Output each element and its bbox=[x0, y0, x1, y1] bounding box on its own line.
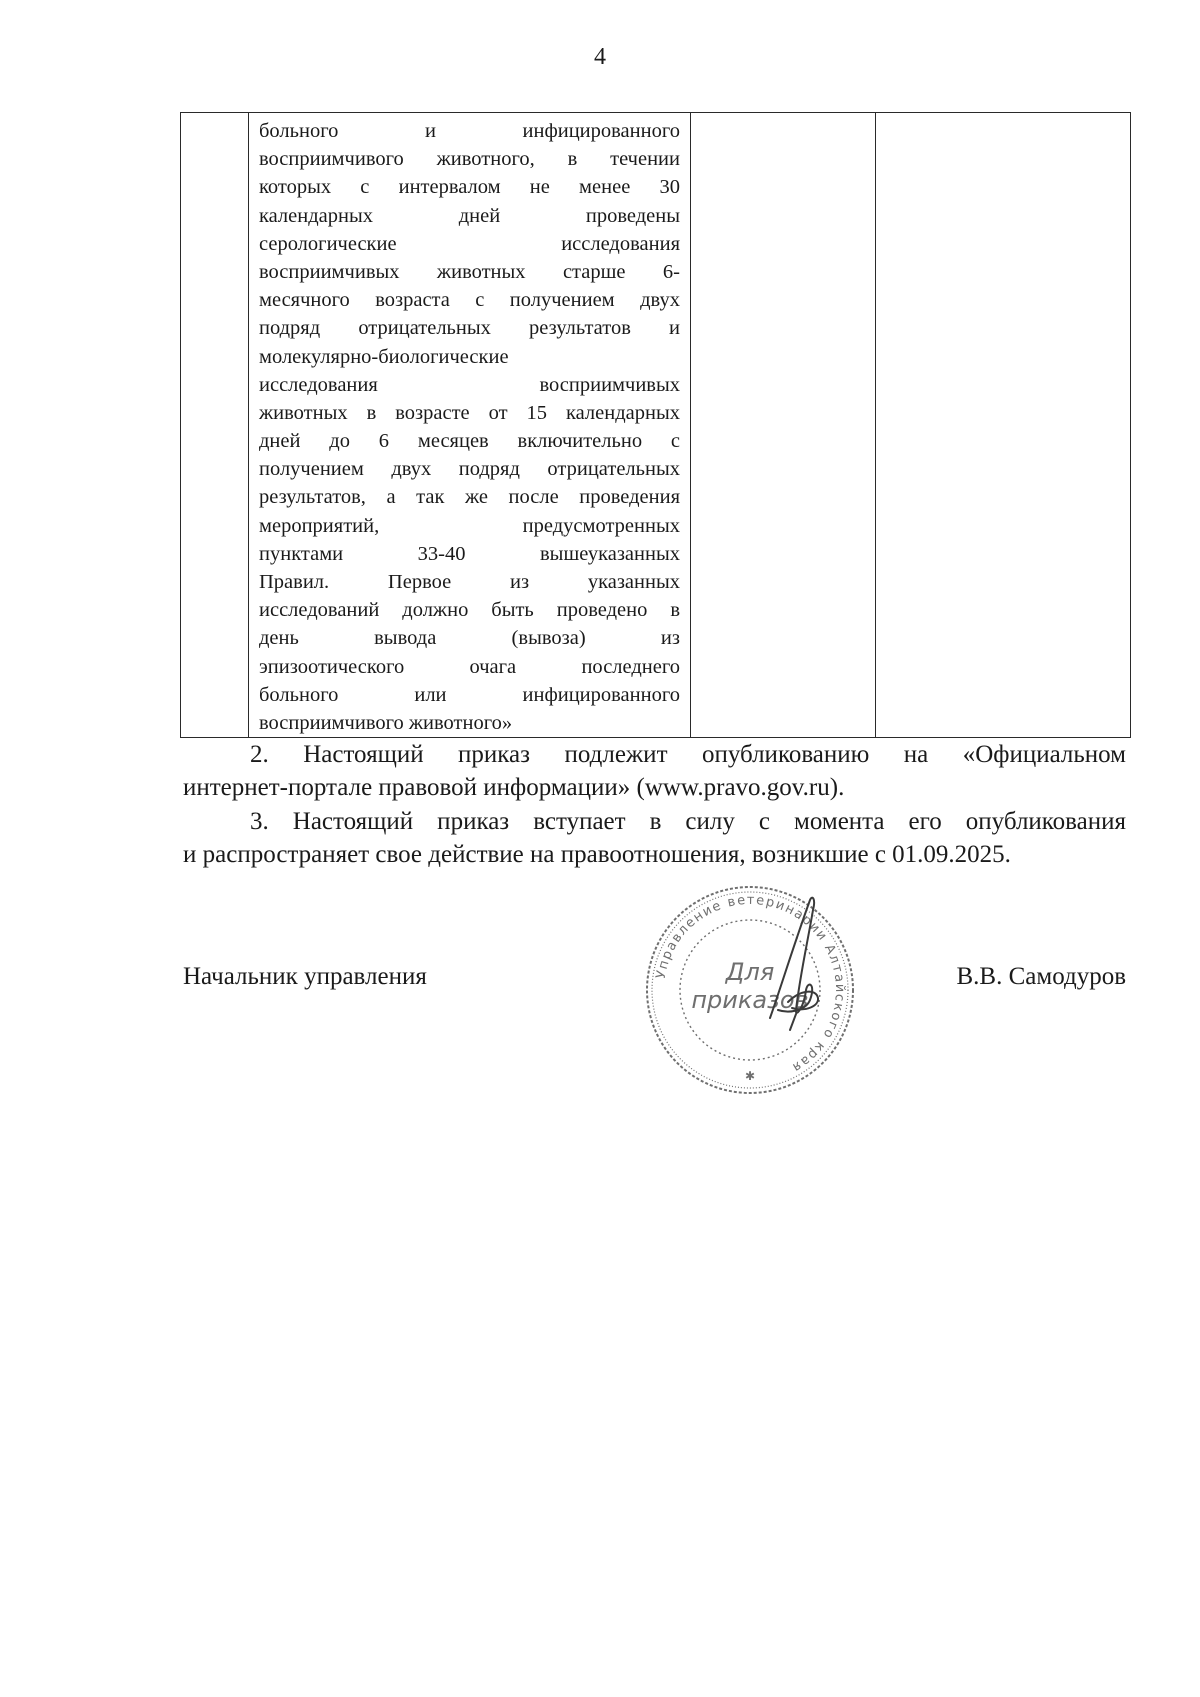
cell-line: пунктами 33-40 вышеуказанных bbox=[259, 542, 680, 565]
continuation-table bbox=[180, 112, 1131, 738]
cell-line: исследований должно быть проведено в bbox=[259, 599, 680, 622]
cell-line: получением двух подряд отрицательных bbox=[259, 458, 680, 481]
stamp-ring-text: Управление ветеринарии Алтайского края bbox=[653, 892, 848, 1076]
cell-line: эпизоотического очага последнего bbox=[259, 655, 680, 678]
stamp-star-icon: ✱ bbox=[744, 1069, 756, 1083]
cell-line: больного и инфицированного bbox=[259, 120, 680, 142]
paragraph-line: 2. Настоящий приказ подлежит опубликованию на «Официальном bbox=[250, 741, 1126, 768]
cell-line: результатов, а так же после проведения bbox=[259, 486, 680, 509]
cell-line: календарных дней проведены bbox=[259, 204, 680, 227]
signatory-name: В.В. Самодуров bbox=[956, 963, 1126, 990]
cell-line: подряд отрицательных результатов и bbox=[259, 317, 680, 340]
cell-line: восприимчивого животного, в течении bbox=[259, 148, 680, 171]
cell-line: серологические исследования bbox=[259, 232, 680, 255]
table-cell-text bbox=[249, 113, 691, 738]
cell-line: Правил. Первое из указанных bbox=[259, 571, 680, 593]
cell-line: молекулярно-биологические bbox=[259, 345, 509, 368]
page-number: 4 bbox=[594, 44, 606, 70]
paragraph-effective-date bbox=[183, 805, 1126, 871]
table-cell-empty bbox=[691, 113, 876, 738]
cell-line: восприимчивых животных старше 6- bbox=[259, 260, 680, 283]
paragraph-publication bbox=[183, 738, 1126, 804]
paragraph-line: 3. Настоящий приказ вступает в силу с момента его опубликования bbox=[250, 808, 1126, 835]
stamp-center-line1: Для bbox=[725, 958, 775, 986]
cell-line: исследования восприимчивых bbox=[259, 373, 680, 396]
cell-line: восприимчивого животного» bbox=[259, 711, 513, 734]
cell-text-block bbox=[249, 113, 690, 737]
cell-line: месячного возраста с получением двух bbox=[259, 289, 680, 312]
cell-line: мероприятий, предусмотренных bbox=[259, 514, 680, 537]
table-row bbox=[181, 113, 1131, 738]
cell-line: день вывода (вывоза) из bbox=[259, 627, 680, 650]
paragraph-line: и распространяет свое действие на правоотношения, возникшие с 01.09.2025. bbox=[183, 841, 1011, 868]
table-cell-number bbox=[181, 113, 249, 738]
cell-line: дней до 6 месяцев включительно с bbox=[259, 430, 680, 453]
cell-line: больного или инфицированного bbox=[259, 683, 680, 706]
cell-line: животных в возрасте от 15 календарных bbox=[259, 401, 680, 424]
signatory-position: Начальник управления bbox=[183, 963, 427, 990]
paragraph-line: интернет-портале правовой информации» (www.pravo.gov.ru). bbox=[183, 774, 845, 801]
official-stamp bbox=[620, 880, 880, 1100]
cell-line: которых с интервалом не менее 30 bbox=[259, 176, 680, 199]
table-cell-empty bbox=[876, 113, 1131, 738]
stamp-center-line2: приказов bbox=[691, 986, 809, 1014]
